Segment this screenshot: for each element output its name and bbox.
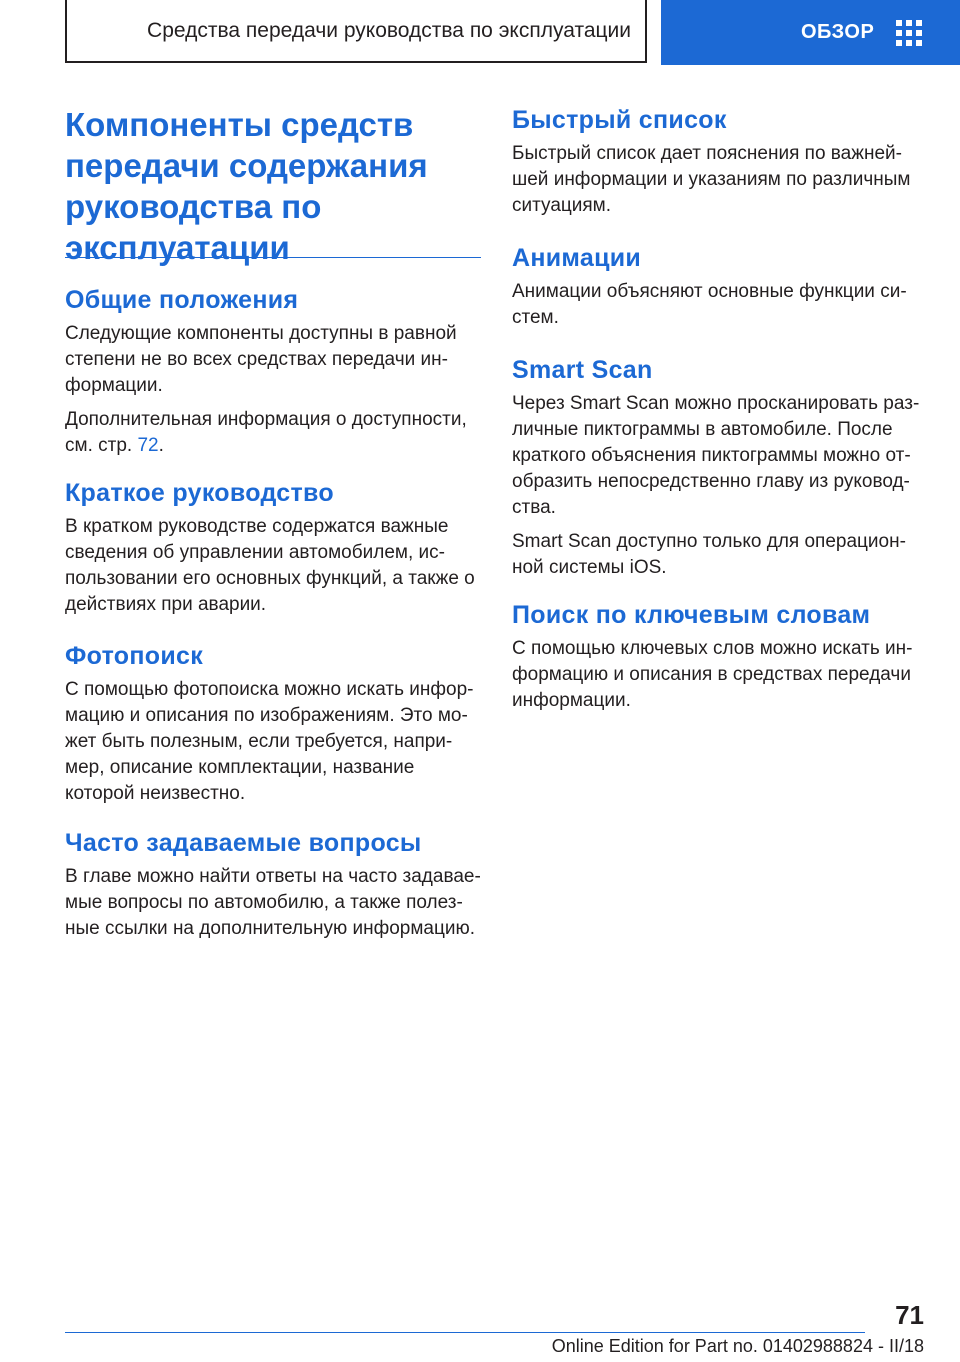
header-breadcrumb-box [65,0,647,63]
section-heading: Анимации [512,244,642,272]
header-breadcrumb[interactable]: Средства передачи руководства по эксплуатации [147,18,631,42]
section-heading: Smart Scan [512,356,653,384]
section-reference [65,407,481,459]
section-text: С помощью фотопоиска можно искать инфор- мацию и описания по изображениям. Это мо- жет быть полезным, если требуется, напри- мер, описание комплектации, название которой неизвестно. [65,679,474,804]
section-general [65,283,481,467]
footer-edition: Online Edition for Part no. 01402988824 - II/18 [551,1336,924,1356]
section-heading: Краткое руководство [65,479,334,507]
title-divider [65,257,481,258]
section-heading: Быстрый список [512,106,727,134]
reference-tail: . [158,435,164,456]
reference-text: Дополнительная информация о доступности, см. стр. [65,409,467,456]
footer-divider [65,1332,865,1333]
section-heading: Общие положения [65,286,299,314]
section-smart-scan [512,353,924,589]
section-text: Smart Scan доступно только для операцион- ной системы iOS. [512,531,906,578]
section-text: Следующие компоненты доступны в равной степени не во всех средствах передачи ин- формации. [65,323,457,396]
section-text: В кратком руководстве содержатся важные сведения об управлении автомобилем, ис- пользовании его основных функций, а также о действиях при аварии. [65,516,475,615]
section-heading: Часто задаваемые вопросы [65,829,422,857]
grid-icon[interactable] [896,20,922,46]
section-photo-search [65,639,481,815]
section-heading: Фотопоиск [65,642,204,670]
section-text: В главе можно найти ответы на часто задавае- мые вопросы по автомобилю, а также полез- ные ссылки на дополнительную информацию. [65,866,481,939]
page-link[interactable]: 72 [137,435,159,456]
section-text: Анимации объясняют основные функции си- стем. [512,281,907,328]
page-number: 71 [895,1300,924,1330]
section-quick-guide [65,476,481,626]
section-text: Быстрый список дает пояснения по важней- шей информации и указаниям по различным ситуациям. [512,143,911,216]
section-animations [512,241,924,339]
tab-overview-label: ОБЗОР [801,21,875,43]
section-faq [65,826,481,950]
tab-overview[interactable] [661,0,960,65]
section-text: С помощью ключевых слов можно искать ин- формацию и описания в средствах передачи информации. [512,638,913,711]
section-quick-list [512,103,924,227]
page-title: Компоненты средств передачи содержания руководства по эксплуатации [65,106,428,266]
section-text: Через Smart Scan можно просканировать раз- личные пиктограммы в автомобиле. После краткого объяснения пиктограммы можно от- образить непосредственно главу из руковод- ства. [512,393,920,518]
section-heading: Поиск по ключевым словам [512,601,871,629]
section-keyword-search [512,598,924,722]
